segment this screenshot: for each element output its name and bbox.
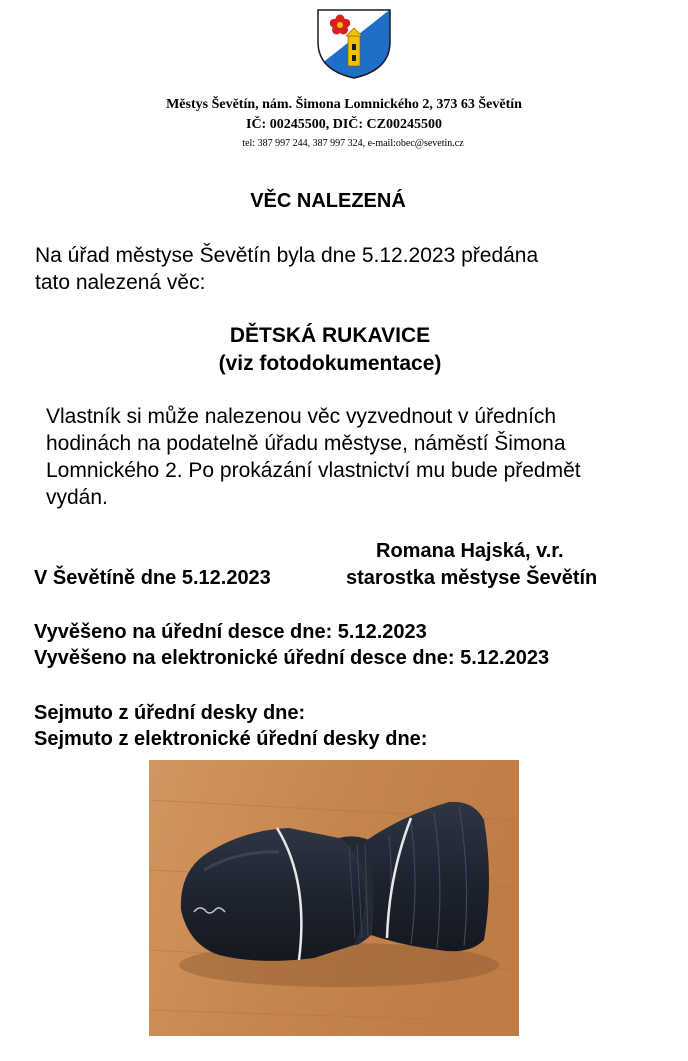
letterhead-contacts: tel: 387 997 244, 387 997 324, e-mail:obec@sevetin.cz bbox=[242, 138, 464, 149]
found-item bbox=[0, 322, 660, 378]
notice-intro bbox=[35, 242, 538, 296]
posted-board-date: Vyvěšeno na úřední desce dne: 5.12.2023 bbox=[34, 621, 427, 643]
signatory-name: Romana Hajská, v.r. bbox=[376, 540, 564, 562]
letterhead-ids: IČ: 00245500, DIČ: CZ00245500 bbox=[246, 117, 442, 132]
owner-instructions bbox=[46, 403, 581, 511]
notice-intro-line: tato nalezená věc: bbox=[35, 271, 206, 294]
owner-instructions-line: vydán. bbox=[46, 486, 108, 509]
removed-electronic-date: Sejmuto z elektronické úřední desky dne: bbox=[34, 728, 428, 750]
glove-photo bbox=[149, 760, 519, 1036]
notice-title: VĚC NALEZENÁ bbox=[250, 190, 406, 212]
found-item-note: (viz fotodokumentace) bbox=[218, 352, 442, 375]
owner-instructions-line: Vlastník si může nalezenou věc vyzvednout v úředních bbox=[46, 405, 557, 428]
found-item-name: DĚTSKÁ RUKAVICE bbox=[229, 324, 431, 347]
owner-instructions-line: Lomnického 2. Po prokázání vlastnictví mu bude předmět bbox=[46, 459, 581, 482]
removed-board-date: Sejmuto z úřední desky dne: bbox=[34, 702, 306, 724]
posted-electronic-date: Vyvěšeno na elektronické úřední desce dne: 5.12.2023 bbox=[34, 647, 550, 669]
letterhead-address: Městys Ševětín, nám. Šimona Lomnického 2, 373 63 Ševětín bbox=[166, 97, 522, 112]
place-date: V Ševětíně dne 5.12.2023 bbox=[34, 567, 271, 589]
notice-intro-line: Na úřad městyse Ševětín byla dne 5.12.2023 předána bbox=[35, 244, 539, 267]
signatory-role: starostka městyse Ševětín bbox=[346, 567, 598, 589]
coat-of-arms-icon bbox=[316, 8, 392, 80]
owner-instructions-line: hodinách na podatelně úřadu městyse, náměstí Šimona bbox=[46, 432, 566, 455]
